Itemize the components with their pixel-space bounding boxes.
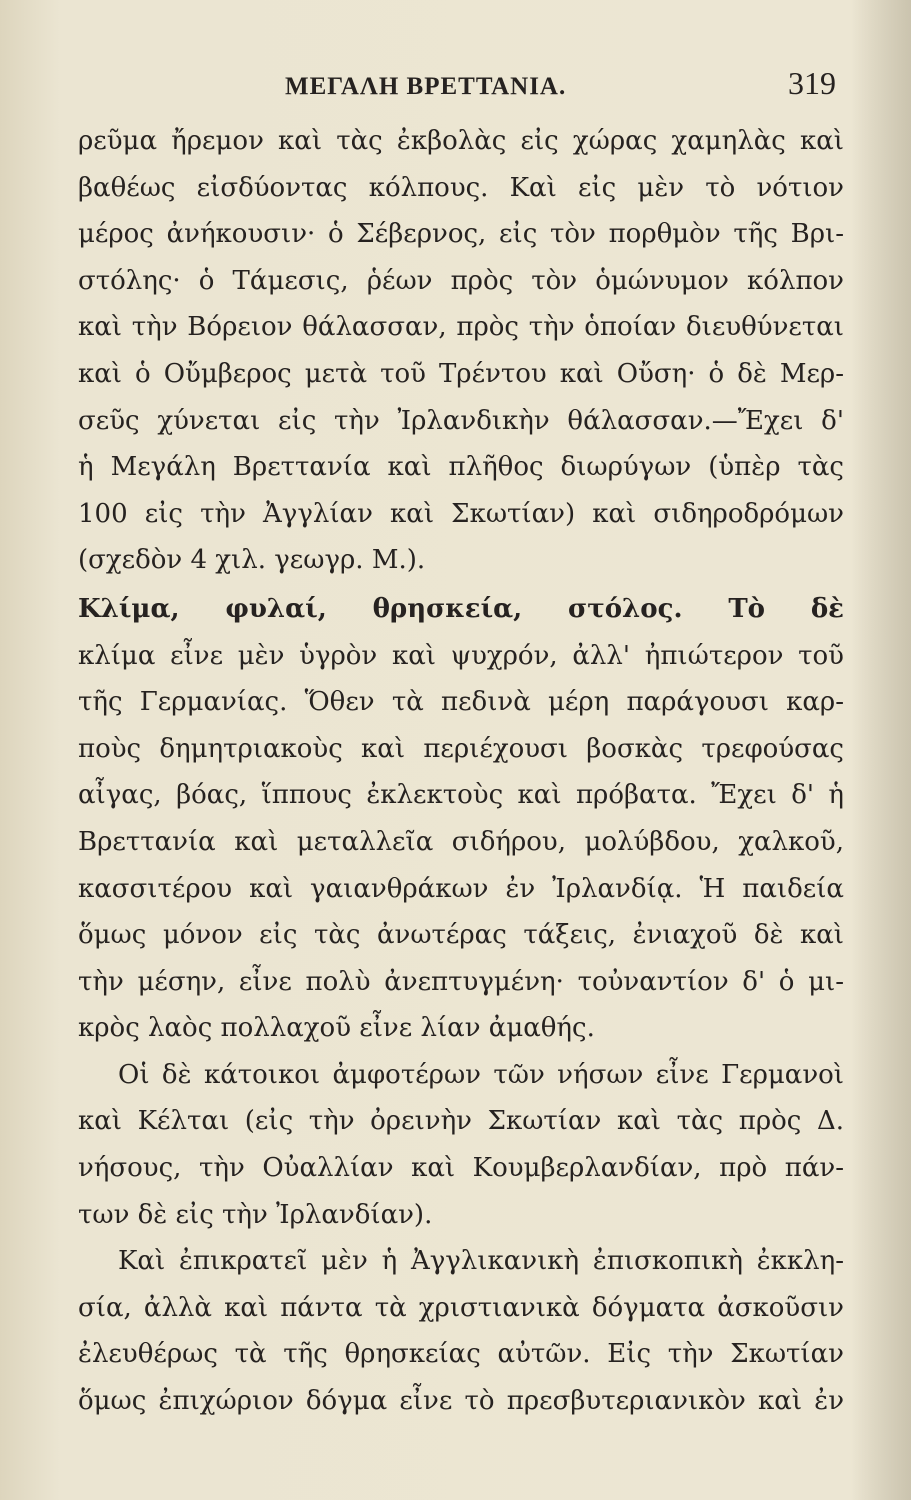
text-line: στόλης· ὁ Τάμεσις, ῥέων πρὸς τὸν ὁμώνυμον κόλπον xyxy=(78,265,844,296)
text-line: μέρος ἀνήκουσιν· ὁ Σέβερνος, εἰς τὸν πορθμὸν τῆς Βρι- xyxy=(78,219,844,250)
text-line: Οἱ δὲ κάτοικοι ἀμφοτέρων τῶν νήσων εἶνε Γερμανοὶ xyxy=(118,1059,844,1090)
page-number: 319 xyxy=(788,65,836,101)
body-text xyxy=(78,118,844,1425)
text-line: κλίμα εἶνε μὲν ὑγρὸν καὶ ψυχρόν, ἀλλ' ἠπιώτερον τοῦ xyxy=(78,640,844,671)
text-line: τῆς Γερμανίας. Ὅθεν τὰ πεδινὰ μέρη παράγουσι καρ- xyxy=(78,687,844,718)
text-line: νήσους, τὴν Οὐαλλίαν καὶ Κουμβερλανδίαν, πρὸ πάν- xyxy=(78,1153,844,1184)
page-header xyxy=(80,65,836,115)
text-line: καὶ ὁ Οὔμβερος μετὰ τοῦ Τρέντου καὶ Οὔση· ὁ δὲ Μερ- xyxy=(78,358,844,389)
text-line: ὅμως μόνον εἰς τὰς ἀνωτέρας τάξεις, ἐνιαχοῦ δὲ καὶ xyxy=(78,920,844,951)
text-line: των δὲ εἰς τὴν Ἰρλανδίαν). xyxy=(78,1199,433,1230)
text-line: ἡ Μεγάλη Βρεττανία καὶ πλῆθος διωρύγων (ὑπὲρ τὰς xyxy=(78,452,844,483)
text-line: τὴν μέσην, εἶνε πολὺ ἀνεπτυγμένη· τοὐναντίον δ' ὁ μι- xyxy=(78,966,844,997)
text-line: Καὶ ἐπικρατεῖ μὲν ἡ Ἀγγλικανικὴ ἐπισκοπικὴ ἐκκλη- xyxy=(118,1246,844,1277)
text-line: Βρεττανία καὶ μεταλλεῖα σιδήρου, μολύβδου, χαλκοῦ, xyxy=(78,826,844,857)
text-line: κρὸς λαὸς πολλαχοῦ εἶνε λίαν ἀμαθής. xyxy=(78,1013,595,1044)
text-line: (σχεδὸν 4 χιλ. γεωγρ. Μ.). xyxy=(78,545,426,576)
text-line: καὶ Κέλται (εἰς τὴν ὀρεινὴν Σκωτίαν καὶ τὰς πρὸς Δ. xyxy=(78,1106,844,1137)
text-line: σία, ἀλλὰ καὶ πάντα τὰ χριστιανικὰ δόγματα ἀσκοῦσιν xyxy=(78,1292,844,1323)
text-line: βαθέως εἰσδύοντας κόλπους. Καὶ εἰς μὲν τὸ νότιον xyxy=(78,172,844,203)
text-line: σεῦς χύνεται εἰς τὴν Ἰρλανδικὴν θάλασσαν.—Ἔχει δ' xyxy=(78,405,844,436)
text-line: κασσιτέρου καὶ γαιανθράκων ἐν Ἰρλανδίᾳ. Ἡ παιδεία xyxy=(78,873,844,904)
text-line: ρεῦμα ἤρεμον καὶ τὰς ἐκβολὰς εἰς χώρας χαμηλὰς καὶ xyxy=(78,126,844,156)
running-head: ΜΕΓΑΛΗ ΒΡΕΤΤΑΝΙΑ. xyxy=(285,73,567,100)
text-line: 100 εἰς τὴν Ἀγγλίαν καὶ Σκωτίαν) καὶ σιδηροδρόμων xyxy=(78,498,844,529)
section-heading-line: Κλίμα, φυλαί, θρησκεία, στόλος. Τὸ δὲ xyxy=(78,593,844,624)
text-line: ὅμως ἐπιχώριον δόγμα εἶνε τὸ πρεσβυτεριανικὸν καὶ ἐν xyxy=(78,1386,844,1417)
text-line: καὶ τὴν Βόρειον θάλασσαν, πρὸς τὴν ὁποίαν διευθύνεται xyxy=(78,312,844,343)
text-line: ποὺς δημητριακοὺς καὶ περιέχουσι βοσκὰς τρεφούσας xyxy=(78,733,844,764)
text-line: ἐλευθέρως τὰ τῆς θρησκείας αὐτῶν. Εἰς τὴν Σκωτίαν xyxy=(78,1339,844,1370)
text-line: αἶγας, βόας, ἵππους ἐκλεκτοὺς καὶ πρόβατα. Ἔχει δ' ἡ xyxy=(78,780,844,811)
